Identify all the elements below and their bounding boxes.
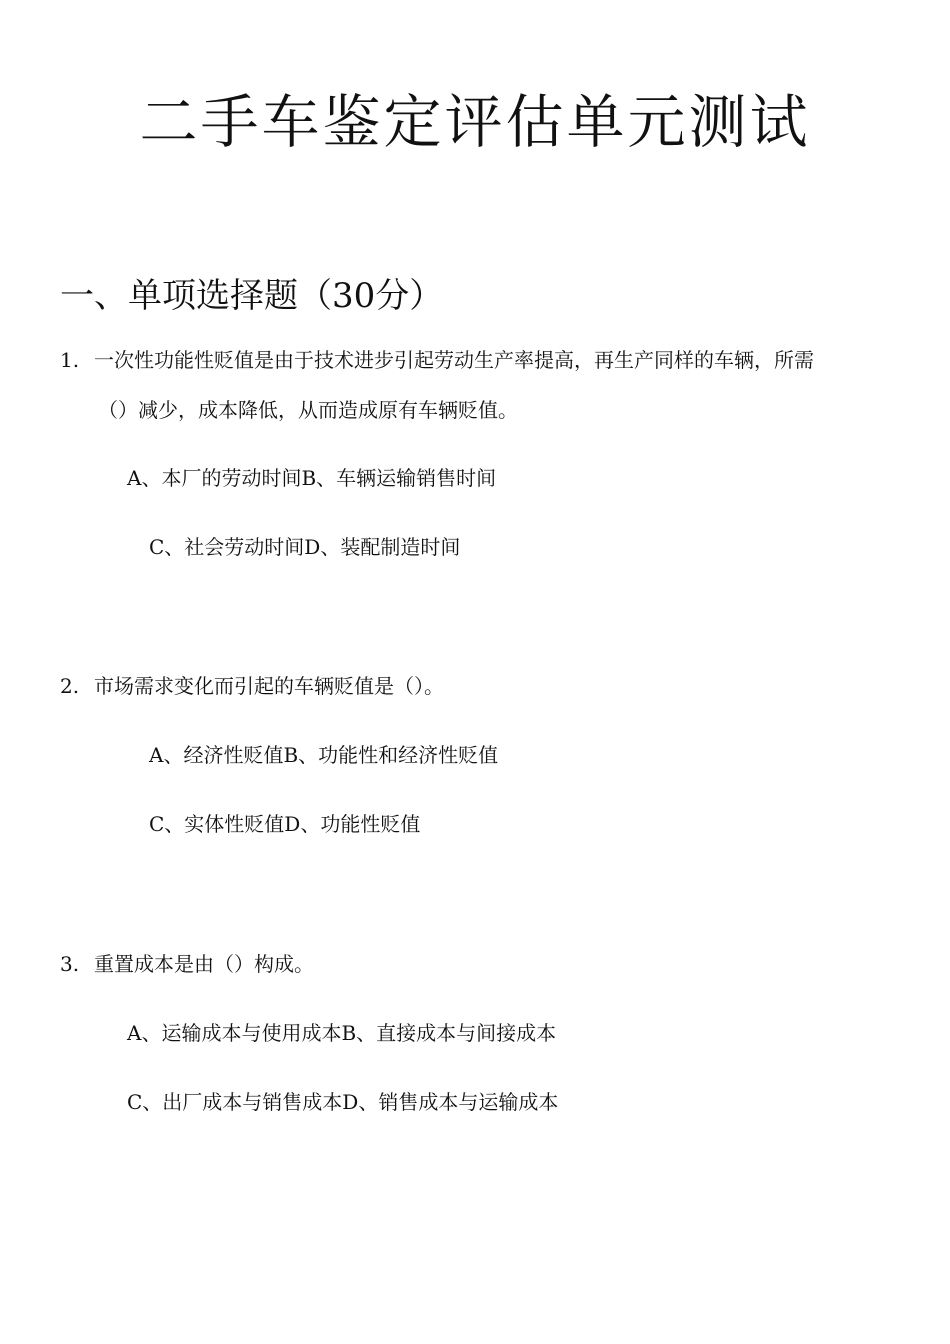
question-2-number: 2.	[60, 674, 80, 698]
question-3-options-ab: A、运输成本与使用成本B、直接成本与间接成本	[127, 1021, 557, 1045]
question-3-stem	[60, 950, 314, 978]
question-2-options-cd: C、实体性贬值D、功能性贬值	[149, 812, 421, 836]
question-1-options-cd: C、社会劳动时间D、装配制造时间	[149, 535, 461, 559]
question-3-text-line1: 重置成本是由（）构成。	[94, 952, 314, 976]
question-2-stem	[60, 672, 444, 700]
section-heading: 一、单项选择题（30分）	[60, 276, 444, 316]
question-2-options-ab: A、经济性贬值B、功能性和经济性贬值	[149, 743, 499, 767]
question-1-number: 1.	[60, 348, 80, 372]
page-title: 二手车鉴定评估单元测试	[139, 88, 811, 156]
question-3-number: 3.	[60, 952, 80, 976]
question-1-options-ab: A、本厂的劳动时间B、车辆运输销售时间	[127, 466, 497, 490]
question-3-options-cd: C、出厂成本与销售成本D、销售成本与运输成本	[127, 1090, 559, 1114]
question-1-text-line2: （）减少，成本降低，从而造成原有车辆贬值。	[98, 398, 518, 422]
question-1-stem	[60, 346, 814, 374]
question-1-text-line1: 一次性功能性贬值是由于技术进步引起劳动生产率提高，再生产同样的车辆，所需	[94, 348, 814, 372]
question-2-text-line1: 市场需求变化而引起的车辆贬值是（）。	[94, 674, 444, 698]
